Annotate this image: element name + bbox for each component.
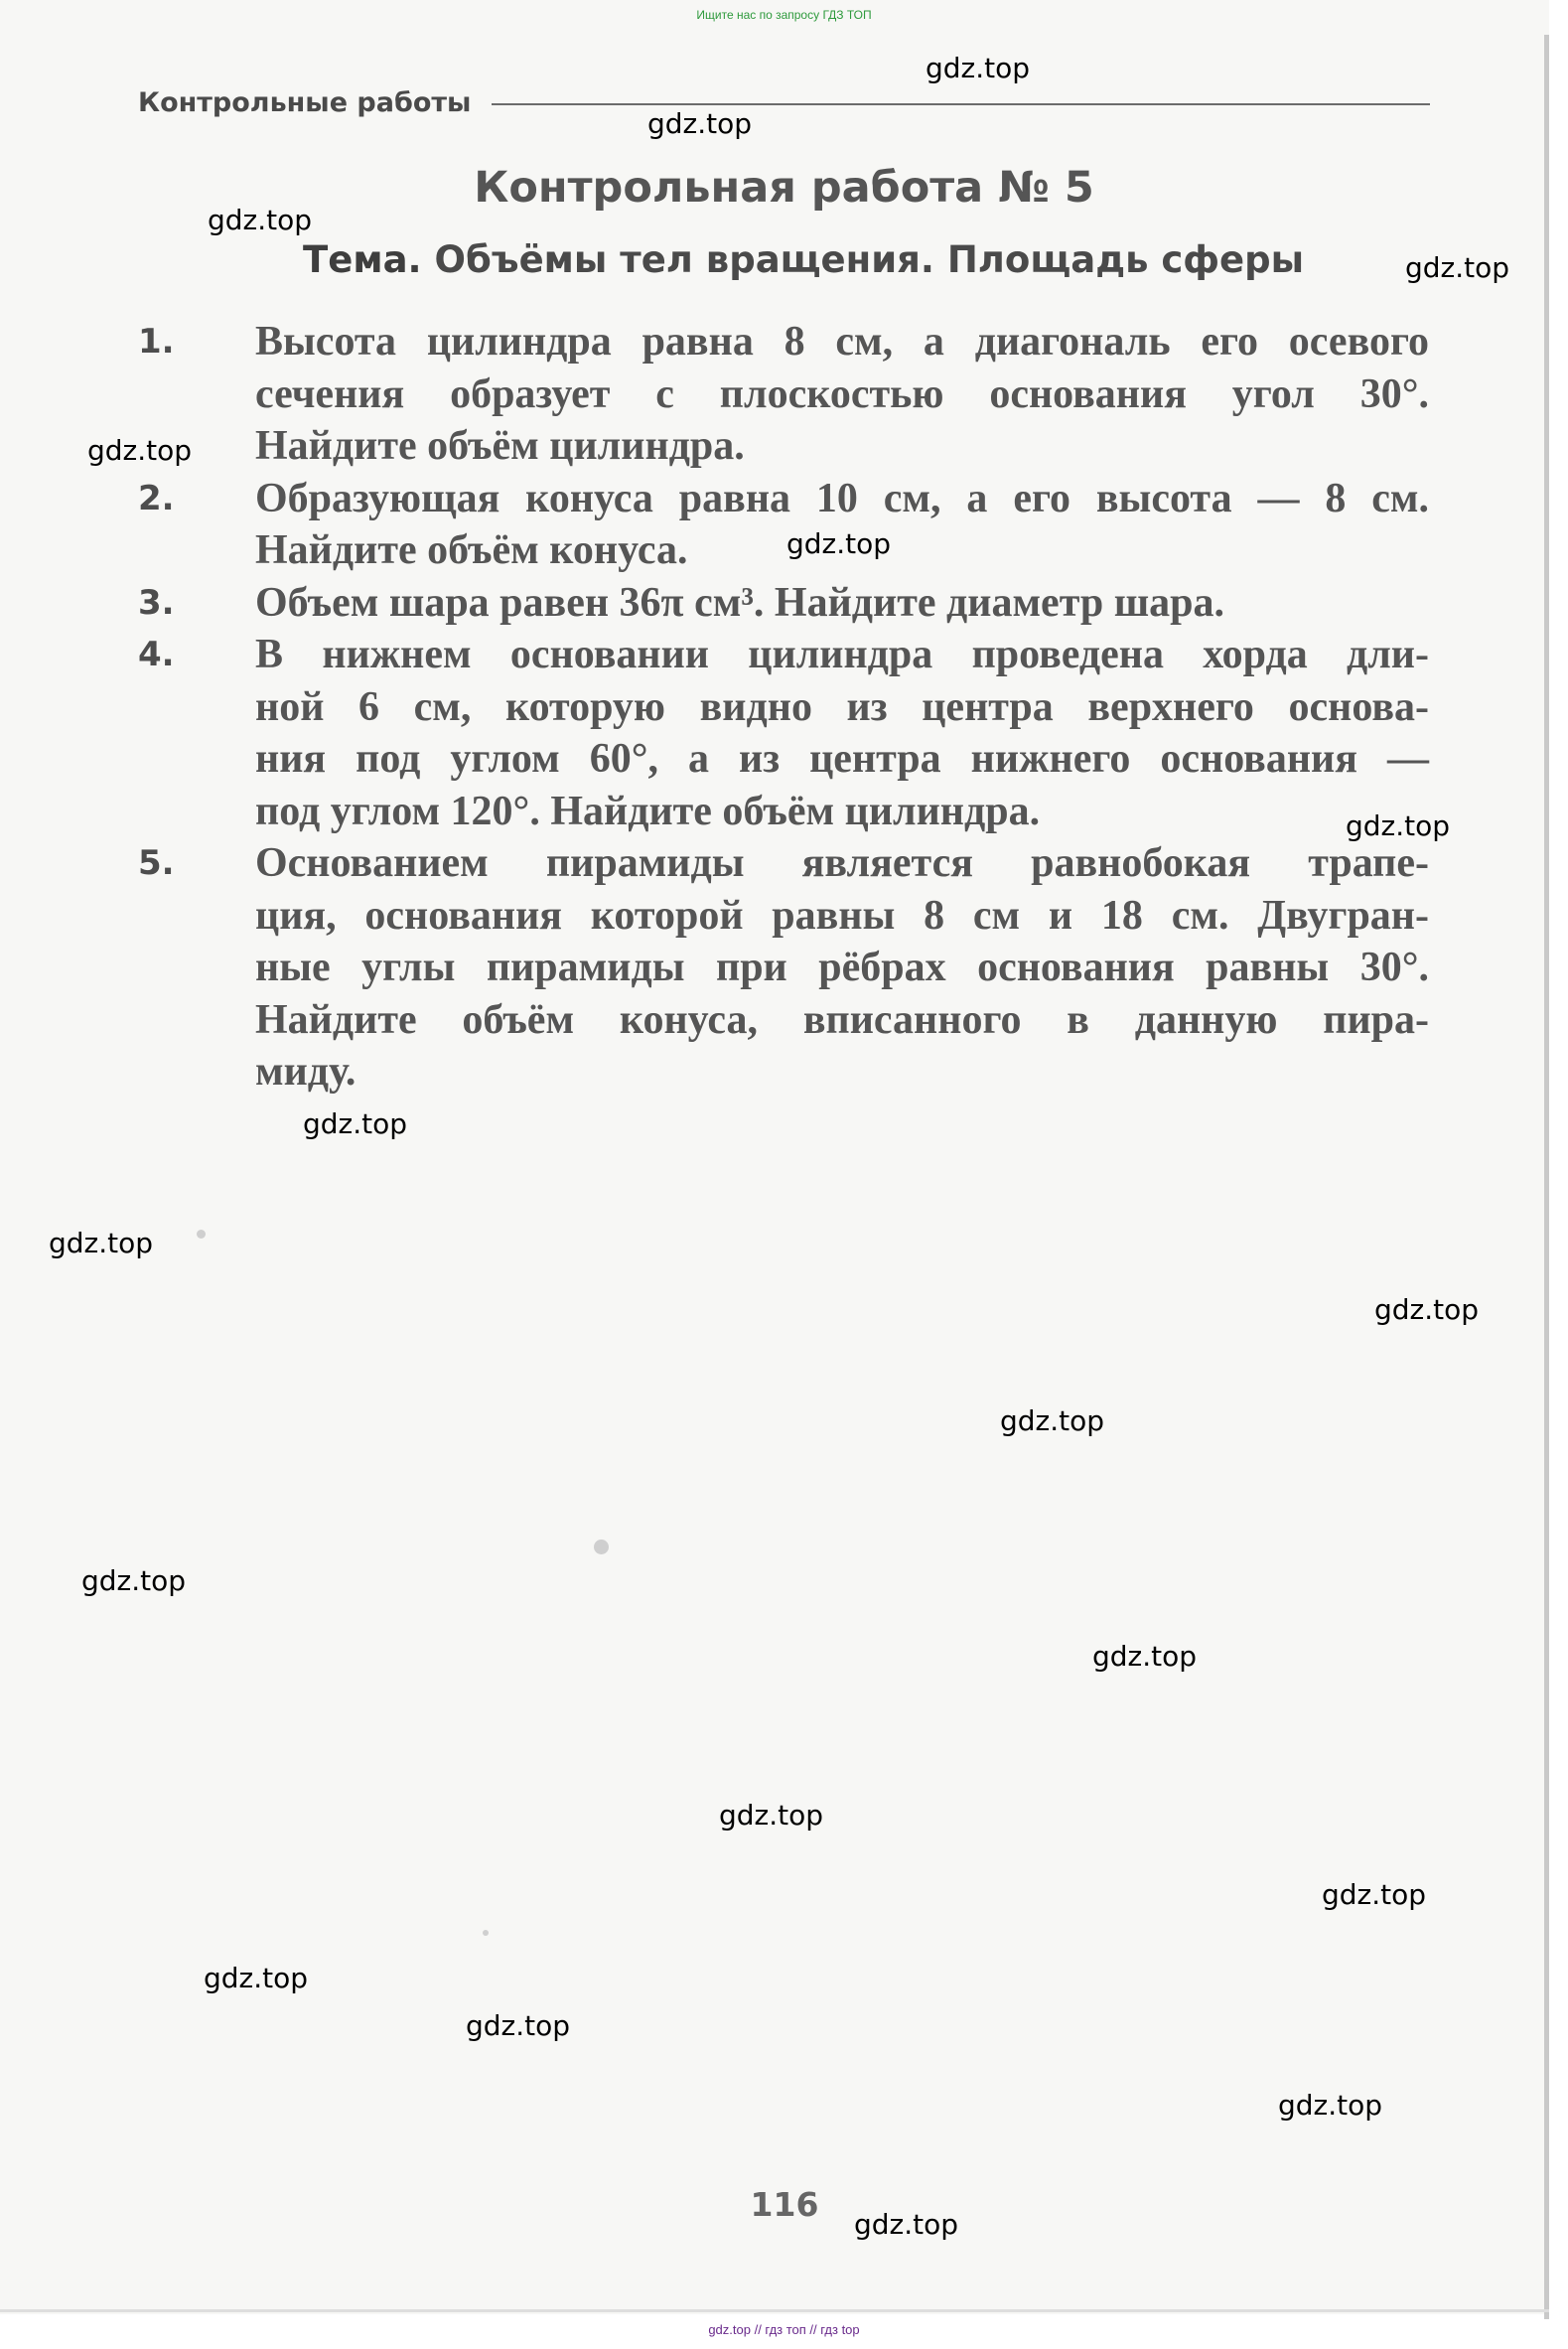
watermark: gdz.top (208, 204, 313, 236)
task-text: Образующая конуса равна 10 см, а его высота — 8 см. (255, 475, 1429, 521)
watermark: gdz.top (49, 1227, 154, 1259)
watermark: gdz.top (87, 434, 193, 467)
scan-speck (483, 1930, 489, 1936)
task-text: Высота цилиндра равна 8 см, а диагональ его осевого (255, 319, 1429, 365)
watermark: gdz.top (466, 2009, 571, 2042)
task-text: Найдите объём конуса, вписанного в данную пира- (255, 996, 1429, 1043)
task-text: ция, основания которой равны 8 см и 18 см. Двугран- (255, 892, 1429, 939)
task-text: ной 6 см, которую видно из центра верхнего основа- (255, 683, 1429, 730)
watermark: gdz.top (1322, 1878, 1427, 1911)
task-line (138, 420, 1429, 473)
task-line (138, 1046, 1429, 1099)
watermark: gdz.top (647, 107, 753, 140)
scan-speck (594, 1540, 609, 1554)
task-number: 5. (138, 843, 175, 883)
watermark: gdz.top (1278, 2089, 1383, 2122)
watermark: gdz.top (786, 527, 892, 560)
task-line (138, 733, 1429, 786)
task-number: 3. (138, 582, 175, 623)
task-line (138, 473, 1429, 525)
watermark: gdz.top (1092, 1640, 1198, 1673)
topic-line (303, 238, 1304, 281)
watermark: gdz.top (1000, 1404, 1105, 1437)
task-line (138, 837, 1429, 890)
task-line (138, 994, 1429, 1047)
task-number: 2. (138, 478, 175, 518)
task-text: под углом 120°. Найдите объём цилиндра. (255, 788, 1041, 834)
page-number: 116 (750, 2185, 819, 2224)
task-text: сечения образует с плоскостью основания угол 30°. (255, 370, 1429, 417)
watermark: gdz.top (1405, 251, 1510, 284)
topic-text: Объёмы тел вращения. Площадь сферы (434, 238, 1305, 281)
watermark: gdz.top (1374, 1293, 1480, 1326)
page-edge-shadow (1544, 35, 1549, 2319)
watermark: gdz.top (303, 1107, 408, 1140)
watermark: gdz.top (854, 2208, 959, 2241)
task-line (138, 368, 1429, 421)
task-line (138, 316, 1429, 368)
task-text: Найдите объём конуса. (255, 527, 688, 573)
search-hint: Ищите нас по запросу ГДЗ ТОП (696, 8, 872, 22)
task-line (138, 890, 1429, 943)
task-line (138, 942, 1429, 994)
task-line (138, 577, 1429, 630)
task-line (138, 786, 1429, 838)
task-text: В нижнем основании цилиндра проведена хорда дли- (255, 632, 1429, 677)
task-text: Объем шара равен 36π см³. Найдите диаметр шара. (255, 579, 1225, 626)
watermark: gdz.top (81, 1564, 187, 1597)
task-number: 1. (138, 322, 175, 362)
task-text: Найдите объём цилиндра. (255, 423, 745, 469)
watermark: gdz.top (926, 52, 1031, 84)
task-number: 4. (138, 635, 175, 674)
task-line (138, 681, 1429, 734)
task-text: миду. (255, 1049, 356, 1095)
footer-note: gdz.top // гдз топ // гдз top (708, 2322, 860, 2337)
task-line (138, 524, 1429, 577)
topic-label: Тема. (303, 238, 422, 281)
watermark: gdz.top (719, 1799, 824, 1832)
task-line (138, 629, 1429, 681)
task-list (138, 316, 1429, 1099)
page-title: Контрольная работа № 5 (474, 163, 1094, 213)
task-text: Основанием пирамиды является равнобокая трапе- (255, 840, 1429, 886)
running-head: Контрольные работы (138, 87, 472, 118)
watermark: gdz.top (204, 1962, 309, 1994)
task-text: ные углы пирамиды при рёбрах основания равны 30°. (255, 945, 1429, 990)
page-bottom-edge (0, 2309, 1549, 2312)
running-head-rule (492, 103, 1430, 105)
watermark: gdz.top (1346, 809, 1451, 842)
scan-speck (197, 1230, 206, 1239)
task-text: ния под углом 60°, а из центра нижнего основания — (255, 736, 1429, 782)
